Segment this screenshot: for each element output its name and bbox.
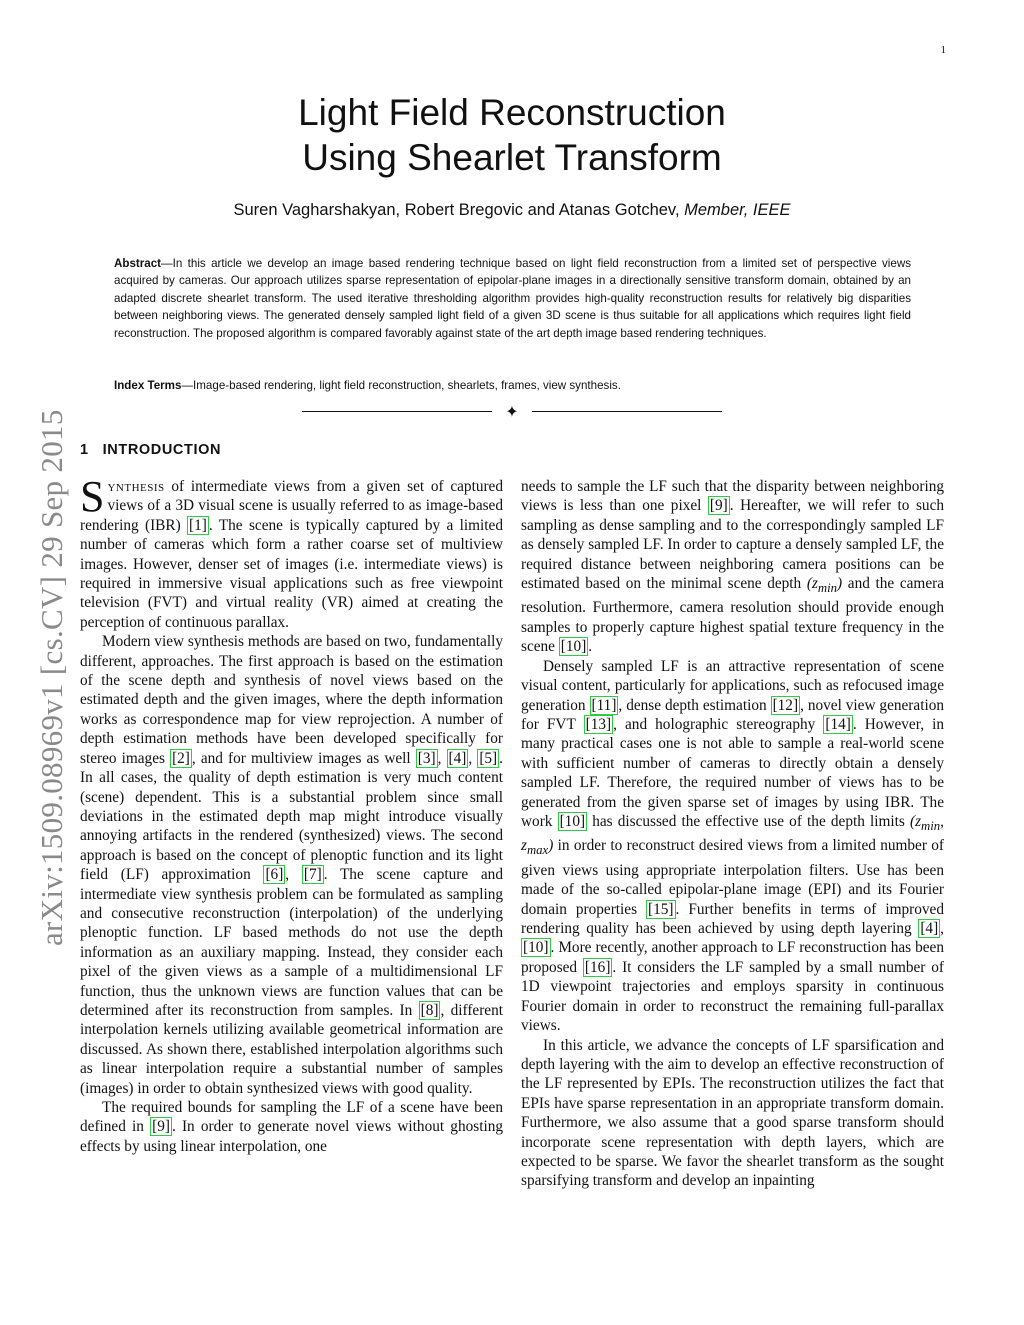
paragraph: Modern view synthesis methods are based on two, fundamentally different, approaches. The first approach is based on the estimation of the scene depth and synthesis of novel views based on the estimated depth and the given images, where the depth information works as correspondence map for view reprojection. A number of depth estimation methods have been developed specifically for stereo images [2] , and for multiview images as well [3] , [4] , [5] . In all cases, the quality of depth estimation is very much content (scene) dependent. This is a substantial problem since small deviations in the estimated depth map might introduce visually annoying artifacts in the rendered (synthesized) views. The second approach is based on the concept of plenoptic function and its light field (LF) approximation [6] , [7] . The scene capture and intermediate view synthesis problem can be formulated as sampling and consecutive reconstruction (interpolation) of the underlying plenoptic function. LF based methods do not use the depth information as an auxiliary mapping. Instead, they consider each pixel of the given views as a sample of a multidimensional LF function, thus the unknown views are function values that can be determined after its reconstruction from samples. In [8] , different interpolation kernels utilizing available geometrical information are discussed. As shown there, established interpolation algorithms such as linear interpolation require a substantial number of samples (images) in order to obtain synthesized views with good quality.: [80, 633, 503, 1097]
citation-link[interactable]: [4]: [448, 749, 467, 767]
separator-line-right: [532, 411, 722, 412]
column-right: [521, 477, 944, 1191]
citation-link[interactable]: [5]: [479, 749, 498, 767]
citation-link[interactable]: [8]: [420, 1001, 439, 1019]
paragraph: needs to sample the LF such that the disparity between neighboring views is less than one pixel [9] . Hereafter, we will refer to such sampling as dense sampling and to the correspondingly sampled LF as densely sampled LF. In order to capture a densely sampled LF, the required distance between neighboring camera positions can be estimated based on the minimal scene depth $(z_{min})$ and the camera resolution. Furthermore, camera resolution should provide enough samples to properly capture highest spatial texture frequency in the scene [10] .: [521, 478, 945, 656]
citation-link[interactable]: [10]: [560, 638, 587, 656]
index-terms-text: —Image-based rendering, light field reconstruction, shearlets, frames, view synthesis.: [181, 379, 621, 392]
citation-link[interactable]: [9]: [152, 1118, 170, 1136]
citation-link[interactable]: [11]: [591, 696, 617, 714]
citation-link[interactable]: [16]: [584, 958, 611, 976]
title-line-1: Light Field Reconstruction: [298, 92, 726, 133]
index-terms: [114, 377, 911, 394]
citation-link[interactable]: [2]: [172, 749, 190, 767]
citation-link[interactable]: [13]: [585, 715, 612, 733]
abstract: [114, 255, 911, 342]
section-separator: [302, 402, 722, 422]
author-list: [0, 201, 1024, 220]
section-number: 1: [80, 442, 89, 458]
citation-link[interactable]: [10]: [559, 812, 586, 830]
citation-link[interactable]: [7]: [303, 866, 322, 884]
section-title: INTRODUCTION: [102, 442, 222, 458]
separator-line-left: [302, 411, 492, 412]
citation-link[interactable]: [4]: [920, 920, 939, 938]
citation-link[interactable]: [10]: [523, 939, 549, 957]
page-number: 1: [940, 44, 946, 56]
author-names: Suren Vagharshakyan, Robert Bregovic and Atanas Gotchev,: [233, 201, 680, 219]
arxiv-stamp: arXiv:1509.08969v1 [cs.CV] 29 Sep 2015: [34, 409, 69, 946]
author-role: Member, IEEE: [684, 201, 791, 219]
citation-link[interactable]: [15]: [648, 900, 674, 918]
citation-link[interactable]: [14]: [825, 715, 851, 733]
paragraph: Densely sampled LF is an attractive representation of scene visual content, particularly for applications, such as refocused image generation [11] , dense depth estimation [12] , novel view generation for FVT [13] , and holographic stereography [14] . However, in many practical cases one is not able to sample a real-world scene with sufficient number of cameras to directly obtain a densely sampled LF. Therefore, the required number of views has to be generated from the given sparse set of images by using IBR. The work [10] has discussed the effective use of the depth limits ($z_{min}$, $z_{max}$) in order to reconstruct desired views from a limited number of given views using appropriate interpolation filters. Use has been made of the so-called epipolar-plane image (EPI) and its Fourier domain properties [15] . Further benefits in terms of improved rendering quality has been achieved by using depth layering [4] , [10] . More recently, another approach to LF reconstruction has been proposed [16] . It considers the LF sampled by a small number of 1D viewpoint trajectories and employs sparsity in continuous Fourier domain in order to reconstruct the remaining full-parallax views.: [521, 657, 944, 1035]
citation-link[interactable]: [12]: [772, 696, 799, 714]
paragraph: In this article, we advance the concepts of LF sparsification and depth layering with the aim to develop an effective reconstruction of the LF represented by EPIs. The reconstruction utilizes the fact that EPIs have sparse representation in an appropriate transform domain. Furthermore, we also assume that a good sparse transform should incorporate scene representation with depth layers, which are expected to be sparse. We favor the shearlet transform as the sought sparsifying transform and develop an inpainting: [521, 1036, 944, 1190]
title-line-2: Using Shearlet Transform: [302, 137, 722, 178]
abstract-label: Abstract: [114, 257, 162, 270]
column-left: [80, 472, 503, 1156]
separator-star-icon: ✦: [505, 402, 519, 421]
citation-link[interactable]: [1]: [189, 516, 207, 534]
citation-link[interactable]: [6]: [265, 866, 284, 884]
paper-title: [0, 90, 1024, 180]
drop-cap: S: [80, 472, 105, 521]
citation-link[interactable]: [9]: [709, 497, 728, 515]
paragraph: The required bounds for sampling the LF of a scene have been defined in [9] . In order to generate novel views without ghosting effects by using linear interpolation, one: [80, 1099, 503, 1155]
index-terms-label: Index Terms: [114, 379, 182, 392]
citation-link[interactable]: [3]: [417, 749, 436, 767]
section-heading: [80, 442, 221, 458]
paragraph: Synthesis of intermediate views from a given set of captured views of a 3D visual scene is usually referred to as image-based rendering (IBR) [1] . The scene is typically captured by a limited number of cameras which form a rather coarse set of multiview images. However, denser set of images (i.e. intermediate views) is required in immersive visual applications such as free viewpoint television (FVT) and virtual reality (VR) aimed at creating the perception of continuous parallax.: [80, 472, 503, 631]
abstract-text: —In this article we develop an image based rendering technique based on light field reconstruction from a limited set of perspective views acquired by cameras. Our approach utilizes sparse representation of epipolar-plane images in a directionally sensitive transform domain, obtained by an adapted discrete shearlet transform. The used iterative thresholding algorithm provides high-quality reconstruction results for relatively big disparities between neighboring views. The generated densely sampled light field of a given 3D scene is thus suitable for all applications which requires light field reconstruction. The proposed algorithm is compared favorably against state of the art depth image based rendering techniques.: [114, 257, 911, 340]
